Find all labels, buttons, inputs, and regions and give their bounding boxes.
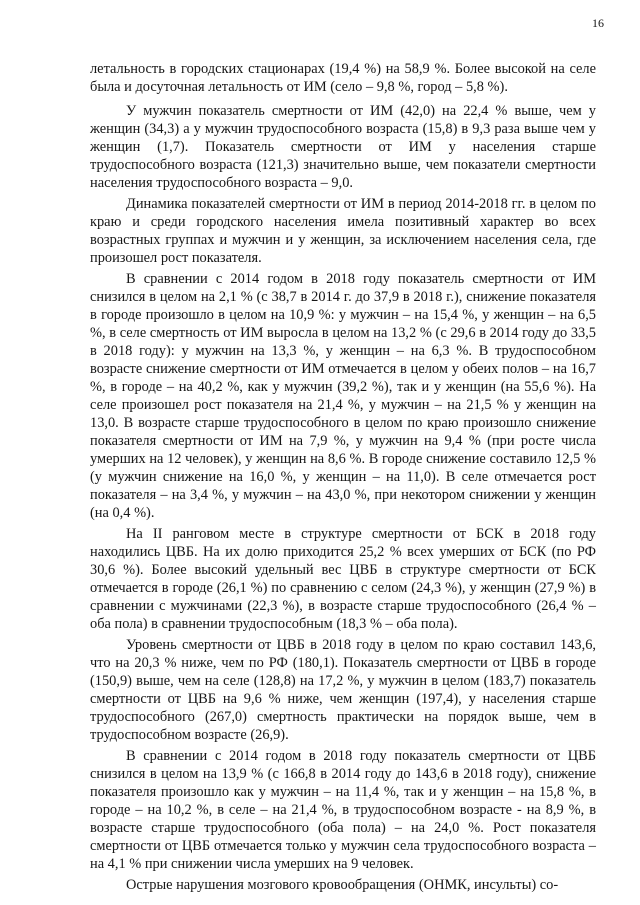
body-text <box>90 60 596 897</box>
paragraph-im-comparison: В сравнении с 2014 годом в 2018 году показатель смертности от ИМ снизился в целом на 2,1 % (с 38,7 в 2014 г. до 37,9 в 2018 г.), снижение показателя в городе произошло в целом на 10,9 %: у мужчин – на 15,4 %, у женщин – на 6,5 %, в селе смертность от ИМ выросла в целом на 13,2 % (с 29,6 в 2014 году до 33,5 в 2018 году): у мужчин на 13,3 %, у женщин – на 6,3 %. В трудоспособном возрасте снижение смертности от ИМ отмечается в целом у обеих полов – на 16,7 %, в городе – на 40,2 %, как у мужчин (39,2 %), так и у женщин (на 55,6 %). На селе произошел рост показателя на 21,4 %, у мужчин – на 21,5 % у женщин на 13,0. В возрасте старше трудоспособного в целом по краю произошло снижение показателя смертности от ИМ на 7,9 %, у мужчин на 9,4 % (при росте числа умерших на 12 человек), у женщин на 8,6 %. В городе снижение составило 12,5 % (у мужчин снижение на 16,0 %, у женщин – на 11,0). В селе отмечается рост показателя – на 3,4 %, у мужчин – на 43,0 %, при некотором снижении у женщин (на 0,4 %). <box>90 271 596 521</box>
paragraph-cvb-structure: На II ранговом месте в структуре смертности от БСК в 2018 году находились ЦВБ. На их долю приходится 25,2 % всех умерших от БСК (по РФ 30,6 %). Более высокий удельный вес ЦВБ в структуре смертности от БСК отмечается в городе (26,1 %) по сравнению с селом (24,3 %), у женщин (27,9 %) в сравнении с мужчинами (22,3 %), в возрасте старше трудоспособного (26,4 % – оба пола) в сравнении трудоспособным (18,3 % – оба пола). <box>90 526 596 632</box>
paragraph-im-dynamics: Динамика показателей смертности от ИМ в период 2014-2018 гг. в целом по краю и среди городского населения имела позитивный характер во всех возрастных группах и мужчин и у женщин, за исключением населения села, где произошел рост показателя. <box>90 196 596 266</box>
paragraph-onmk: Острые нарушения мозгового кровообращения (ОНМК, инсульты) со- <box>126 877 559 893</box>
paragraph-im-gender: У мужчин показатель смертности от ИМ (42,0) на 22,4 % выше, чем у женщин (34,3) а у мужчин трудоспособного возраста (15,8) в 9,3 раза выше чем у женщин (1,7). Показатель смертности от ИМ у населения старше трудоспособного возраста (121,3) значительно выше, чем показатели смертности населения трудоспособного возраста – 9,0. <box>90 103 596 191</box>
paragraph-cvb-level: Уровень смертности от ЦВБ в 2018 году в целом по краю составил 143,6, что на 20,3 % ниже, чем по РФ (180,1). Показатель смертности от ЦВБ в городе (150,9) выше, чем на селе (128,8) на 17,2 %, у мужчин в целом (183,7) показатель смертности от ЦВБ на 9,6 % ниже, чем женщин (197,4), у населения старше трудоспособного (267,0) смертность практически на порядок выше, чем в трудоспособном возрасте (26,9). <box>90 637 596 743</box>
page-number: 16 <box>592 16 604 30</box>
paragraph-cvb-comparison: В сравнении с 2014 годом в 2018 году показатель смертности от ЦВБ снизился в целом на 13,9 % (с 166,8 в 2014 году до 143,6 в 2018 году), снижение показателя произошло как у мужчин – на 11,4 %, так и у женщин – на 15,8 %, в городе – на 10,2 %, в селе – на 21,4 %, в трудоспособном возрасте - на 8,9 %, в возрасте старше трудоспособного (оба пола) – на 24,0 %. Рост показателя смертности от ЦВБ отмечается только у мужчин села трудоспособного возраста – на 4,1 % при снижении числа умерших на 9 человек. <box>90 748 596 872</box>
paragraph-continuation: летальность в городских стационарах (19,4 %) на 58,9 %. Более высокой на селе была и досуточная летальность от ИМ (село – 9,8 %, город – 5,8 %). <box>90 61 596 95</box>
